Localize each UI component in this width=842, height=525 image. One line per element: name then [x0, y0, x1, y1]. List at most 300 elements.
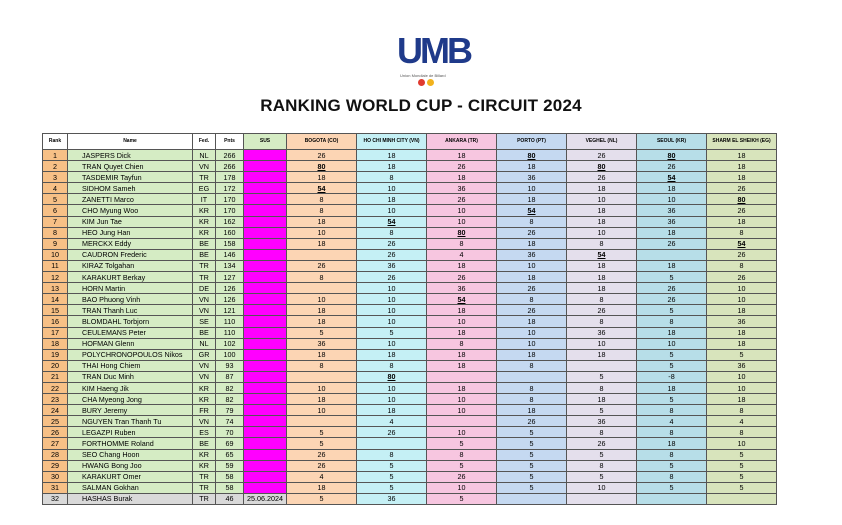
points-cell: 172 — [216, 183, 244, 194]
hochiminh-cell: 5 — [357, 471, 427, 482]
seoul-cell: 5 — [637, 272, 707, 283]
bogota-cell: 4 — [287, 471, 357, 482]
table-row — [43, 482, 777, 493]
player-name-cell: CHO Myung Woo — [68, 205, 193, 216]
player-name-cell: NGUYEN Tran Thanh Tu — [68, 416, 193, 427]
ankara-cell: 8 — [427, 449, 497, 460]
sus-cell — [244, 471, 287, 482]
veghel-cell: 10 — [567, 227, 637, 238]
points-cell: 158 — [216, 238, 244, 249]
rank-cell: 12 — [43, 272, 68, 283]
table-row — [43, 205, 777, 216]
table-row — [43, 194, 777, 205]
seoul-cell: 5 — [637, 460, 707, 471]
porto-cell: 26 — [497, 283, 567, 294]
rank-cell: 26 — [43, 427, 68, 438]
sharm-cell: 10 — [707, 283, 777, 294]
points-cell: 178 — [216, 172, 244, 183]
header-cell: VEGHEL (NL) — [567, 134, 637, 150]
table-row — [43, 283, 777, 294]
table-row — [43, 260, 777, 271]
federation-cell: TR — [193, 272, 216, 283]
ankara-cell: 80 — [427, 227, 497, 238]
player-name-cell: TASDEMIR Tayfun — [68, 172, 193, 183]
porto-cell: 10 — [497, 327, 567, 338]
sharm-cell: 18 — [707, 172, 777, 183]
porto-cell: 8 — [497, 382, 567, 393]
veghel-cell: 8 — [567, 238, 637, 249]
points-cell: 102 — [216, 338, 244, 349]
hochiminh-cell: 8 — [357, 227, 427, 238]
sus-cell — [244, 427, 287, 438]
veghel-cell: 8 — [567, 316, 637, 327]
hochiminh-cell: 18 — [357, 150, 427, 161]
porto-cell: 8 — [497, 216, 567, 227]
ankara-cell: 10 — [427, 427, 497, 438]
table-row — [43, 183, 777, 194]
player-name-cell: KIRAZ Tolgahan — [68, 260, 193, 271]
veghel-cell: 18 — [567, 394, 637, 405]
veghel-cell: 8 — [567, 427, 637, 438]
bogota-cell: 8 — [287, 194, 357, 205]
bogota-cell — [287, 371, 357, 382]
sus-cell — [244, 438, 287, 449]
federation-cell: DE — [193, 283, 216, 294]
federation-cell: BE — [193, 249, 216, 260]
points-cell: 266 — [216, 150, 244, 161]
sharm-cell: 10 — [707, 438, 777, 449]
header-row — [43, 134, 777, 150]
bogota-cell: 18 — [287, 316, 357, 327]
seoul-cell: 26 — [637, 294, 707, 305]
rank-cell: 16 — [43, 316, 68, 327]
header-cell: Rank — [43, 134, 68, 150]
header-cell: ANKARA (TR) — [427, 134, 497, 150]
hochiminh-cell: 10 — [357, 294, 427, 305]
veghel-cell: 10 — [567, 482, 637, 493]
seoul-cell: 8 — [637, 449, 707, 460]
header-cell: SHARM EL SHEIKH (EG) — [707, 134, 777, 150]
table-row — [43, 161, 777, 172]
player-name-cell: TRAN Quyet Chien — [68, 161, 193, 172]
sharm-cell: 18 — [707, 338, 777, 349]
porto-cell — [497, 371, 567, 382]
sus-cell — [244, 327, 287, 338]
hochiminh-cell: 10 — [357, 338, 427, 349]
points-cell: 126 — [216, 294, 244, 305]
table-row — [43, 438, 777, 449]
sus-cell — [244, 460, 287, 471]
points-cell: 82 — [216, 382, 244, 393]
player-name-cell: BAO Phuong Vinh — [68, 294, 193, 305]
sharm-cell: 18 — [707, 161, 777, 172]
header-cell: SUS — [244, 134, 287, 150]
player-name-cell: HWANG Bong Joo — [68, 460, 193, 471]
rank-cell: 24 — [43, 405, 68, 416]
federation-cell: KR — [193, 460, 216, 471]
seoul-cell — [637, 249, 707, 260]
porto-cell: 54 — [497, 205, 567, 216]
bogota-cell: 5 — [287, 493, 357, 504]
sharm-cell: 18 — [707, 216, 777, 227]
bogota-cell: 5 — [287, 438, 357, 449]
ankara-cell: 10 — [427, 482, 497, 493]
table-row — [43, 172, 777, 183]
hochiminh-cell: 36 — [357, 493, 427, 504]
porto-cell — [497, 493, 567, 504]
porto-cell: 26 — [497, 305, 567, 316]
sus-cell — [244, 205, 287, 216]
federation-cell: TR — [193, 493, 216, 504]
ankara-cell: 5 — [427, 460, 497, 471]
hochiminh-cell: 10 — [357, 394, 427, 405]
points-cell: 58 — [216, 471, 244, 482]
hochiminh-cell: 10 — [357, 305, 427, 316]
sharm-cell: 54 — [707, 238, 777, 249]
points-cell: 70 — [216, 427, 244, 438]
table-row — [43, 327, 777, 338]
veghel-cell: 10 — [567, 194, 637, 205]
porto-cell: 5 — [497, 460, 567, 471]
table-row — [43, 338, 777, 349]
bogota-cell: 26 — [287, 150, 357, 161]
seoul-cell: 5 — [637, 394, 707, 405]
sus-cell — [244, 172, 287, 183]
sharm-cell: 10 — [707, 382, 777, 393]
table-row — [43, 405, 777, 416]
veghel-cell: 5 — [567, 371, 637, 382]
sharm-cell: 8 — [707, 405, 777, 416]
points-cell: 74 — [216, 416, 244, 427]
veghel-cell: 36 — [567, 416, 637, 427]
sharm-cell: 26 — [707, 249, 777, 260]
points-cell: 59 — [216, 460, 244, 471]
federation-cell: GR — [193, 349, 216, 360]
bogota-cell — [287, 249, 357, 260]
ankara-cell: 5 — [427, 493, 497, 504]
ankara-cell: 10 — [427, 216, 497, 227]
table-row — [43, 249, 777, 260]
points-cell: 160 — [216, 227, 244, 238]
player-name-cell: KIM Jun Tae — [68, 216, 193, 227]
points-cell: 65 — [216, 449, 244, 460]
federation-cell: VN — [193, 360, 216, 371]
seoul-cell: 26 — [637, 283, 707, 294]
federation-cell: VN — [193, 305, 216, 316]
seoul-cell: 5 — [637, 349, 707, 360]
rank-cell: 7 — [43, 216, 68, 227]
sus-cell — [244, 150, 287, 161]
federation-cell: TR — [193, 172, 216, 183]
hochiminh-cell: 18 — [357, 405, 427, 416]
rank-cell: 29 — [43, 460, 68, 471]
federation-cell: VN — [193, 416, 216, 427]
points-cell: 82 — [216, 394, 244, 405]
sharm-cell — [707, 493, 777, 504]
sus-cell — [244, 238, 287, 249]
points-cell: 170 — [216, 205, 244, 216]
seoul-cell: 36 — [637, 205, 707, 216]
sus-cell — [244, 183, 287, 194]
veghel-cell: 26 — [567, 172, 637, 183]
sus-cell — [244, 216, 287, 227]
bogota-cell — [287, 283, 357, 294]
federation-cell: KR — [193, 394, 216, 405]
veghel-cell: 18 — [567, 283, 637, 294]
sharm-cell: 10 — [707, 294, 777, 305]
sus-cell — [244, 349, 287, 360]
sharm-cell: 4 — [707, 416, 777, 427]
table-row — [43, 305, 777, 316]
player-name-cell: CAUDRON Frederic — [68, 249, 193, 260]
seoul-cell: 18 — [637, 260, 707, 271]
ankara-cell: 4 — [427, 249, 497, 260]
federation-cell: FR — [193, 405, 216, 416]
ankara-cell: 54 — [427, 294, 497, 305]
rank-cell: 31 — [43, 482, 68, 493]
sus-cell — [244, 416, 287, 427]
rank-cell: 9 — [43, 238, 68, 249]
ankara-cell — [427, 371, 497, 382]
hochiminh-cell: 26 — [357, 238, 427, 249]
porto-cell: 18 — [497, 405, 567, 416]
seoul-cell: 10 — [637, 338, 707, 349]
table-row — [43, 371, 777, 382]
rank-cell: 27 — [43, 438, 68, 449]
table-row — [43, 460, 777, 471]
points-cell: 87 — [216, 371, 244, 382]
sharm-cell: 5 — [707, 449, 777, 460]
sus-cell — [244, 194, 287, 205]
rank-cell: 5 — [43, 194, 68, 205]
bogota-cell: 26 — [287, 260, 357, 271]
sus-cell — [244, 482, 287, 493]
porto-cell: 5 — [497, 482, 567, 493]
player-name-cell: FORTHOMME Roland — [68, 438, 193, 449]
rank-cell: 13 — [43, 283, 68, 294]
header-cell: HO CHI MINH CITY (VN) — [357, 134, 427, 150]
hochiminh-cell: 18 — [357, 349, 427, 360]
ankara-cell: 10 — [427, 394, 497, 405]
hochiminh-cell: 10 — [357, 382, 427, 393]
sharm-cell: 5 — [707, 349, 777, 360]
bogota-cell: 18 — [287, 305, 357, 316]
ankara-cell: 5 — [427, 438, 497, 449]
hochiminh-cell: 5 — [357, 327, 427, 338]
federation-cell: IT — [193, 194, 216, 205]
ankara-cell: 18 — [427, 327, 497, 338]
federation-cell: TR — [193, 260, 216, 271]
table-row — [43, 427, 777, 438]
federation-cell: KR — [193, 382, 216, 393]
points-cell: 126 — [216, 283, 244, 294]
ankara-cell — [427, 416, 497, 427]
seoul-cell: 54 — [637, 172, 707, 183]
veghel-cell: 5 — [567, 471, 637, 482]
bogota-cell: 5 — [287, 327, 357, 338]
sharm-cell: 26 — [707, 183, 777, 194]
sus-cell — [244, 338, 287, 349]
table-row — [43, 394, 777, 405]
points-cell: 146 — [216, 249, 244, 260]
federation-cell: BE — [193, 327, 216, 338]
rank-cell: 22 — [43, 382, 68, 393]
header-cell: PORTO (PT) — [497, 134, 567, 150]
bogota-cell: 10 — [287, 294, 357, 305]
veghel-cell — [567, 493, 637, 504]
header-cell: Pnts — [216, 134, 244, 150]
porto-cell: 8 — [497, 394, 567, 405]
ankara-cell: 18 — [427, 172, 497, 183]
veghel-cell: 18 — [567, 205, 637, 216]
hochiminh-cell: 36 — [357, 260, 427, 271]
porto-cell: 10 — [497, 183, 567, 194]
hochiminh-cell: 26 — [357, 427, 427, 438]
ankara-cell: 18 — [427, 260, 497, 271]
federation-cell: EG — [193, 183, 216, 194]
player-name-cell: ZANETTI Marco — [68, 194, 193, 205]
veghel-cell: 10 — [567, 338, 637, 349]
veghel-cell: 5 — [567, 405, 637, 416]
points-cell: 79 — [216, 405, 244, 416]
hochiminh-cell: 8 — [357, 172, 427, 183]
bogota-cell: 36 — [287, 338, 357, 349]
porto-cell: 18 — [497, 272, 567, 283]
seoul-cell: 8 — [637, 471, 707, 482]
rank-cell: 15 — [43, 305, 68, 316]
hochiminh-cell: 10 — [357, 283, 427, 294]
ankara-cell: 18 — [427, 305, 497, 316]
seoul-cell: 8 — [637, 427, 707, 438]
seoul-cell: 80 — [637, 150, 707, 161]
sharm-cell: 8 — [707, 260, 777, 271]
porto-cell: 5 — [497, 449, 567, 460]
porto-cell: 8 — [497, 294, 567, 305]
ankara-cell: 18 — [427, 349, 497, 360]
player-name-cell: BLOMDAHL Torbjorn — [68, 316, 193, 327]
porto-cell: 18 — [497, 349, 567, 360]
umb-logo — [394, 30, 470, 93]
ranking-table — [42, 133, 777, 505]
rank-cell: 19 — [43, 349, 68, 360]
sus-cell — [244, 227, 287, 238]
player-name-cell: HEO Jung Han — [68, 227, 193, 238]
sharm-cell: 36 — [707, 360, 777, 371]
ankara-cell: 18 — [427, 360, 497, 371]
sus-cell: 25.06.2024 — [244, 493, 287, 504]
player-name-cell: KARAKURT Berkay — [68, 272, 193, 283]
bogota-cell: 54 — [287, 183, 357, 194]
bogota-cell: 10 — [287, 382, 357, 393]
federation-cell: VN — [193, 161, 216, 172]
seoul-cell: 5 — [637, 360, 707, 371]
sus-cell — [244, 305, 287, 316]
player-name-cell: LEGAZPI Ruben — [68, 427, 193, 438]
table-row — [43, 349, 777, 360]
veghel-cell: 18 — [567, 216, 637, 227]
veghel-cell — [567, 360, 637, 371]
ankara-cell: 8 — [427, 338, 497, 349]
hochiminh-cell: 8 — [357, 360, 427, 371]
veghel-cell: 54 — [567, 249, 637, 260]
rank-cell: 2 — [43, 161, 68, 172]
bogota-cell: 80 — [287, 161, 357, 172]
seoul-cell: 18 — [637, 438, 707, 449]
points-cell: 110 — [216, 316, 244, 327]
table-row — [43, 360, 777, 371]
hochiminh-cell: 80 — [357, 371, 427, 382]
federation-cell: KR — [193, 449, 216, 460]
veghel-cell: 5 — [567, 449, 637, 460]
ankara-cell: 26 — [427, 272, 497, 283]
sharm-cell: 26 — [707, 272, 777, 283]
points-cell: 58 — [216, 482, 244, 493]
header-cell: Fed. — [193, 134, 216, 150]
rank-cell: 3 — [43, 172, 68, 183]
bogota-cell: 18 — [287, 394, 357, 405]
veghel-cell: 8 — [567, 382, 637, 393]
seoul-cell: 5 — [637, 482, 707, 493]
points-cell: 134 — [216, 260, 244, 271]
bogota-cell: 8 — [287, 272, 357, 283]
page-title: RANKING WORLD CUP - CIRCUIT 2024 — [260, 96, 582, 115]
hochiminh-cell: 10 — [357, 183, 427, 194]
hochiminh-cell: 5 — [357, 460, 427, 471]
table-row — [43, 449, 777, 460]
veghel-cell: 26 — [567, 150, 637, 161]
points-cell: 93 — [216, 360, 244, 371]
bogota-cell: 5 — [287, 427, 357, 438]
ankara-cell: 10 — [427, 405, 497, 416]
federation-cell: TR — [193, 482, 216, 493]
rank-cell: 25 — [43, 416, 68, 427]
bogota-cell: 18 — [287, 172, 357, 183]
seoul-cell: 18 — [637, 227, 707, 238]
bogota-cell — [287, 416, 357, 427]
rank-cell: 1 — [43, 150, 68, 161]
player-name-cell: CEULEMANS Peter — [68, 327, 193, 338]
sus-cell — [244, 316, 287, 327]
player-name-cell: BURY Jeremy — [68, 405, 193, 416]
rank-cell: 11 — [43, 260, 68, 271]
porto-cell: 36 — [497, 249, 567, 260]
table-row — [43, 150, 777, 161]
porto-cell: 80 — [497, 150, 567, 161]
logo-red-dot — [418, 79, 425, 86]
ranking-body — [43, 150, 777, 505]
points-cell: 127 — [216, 272, 244, 283]
rank-cell: 4 — [43, 183, 68, 194]
bogota-cell: 8 — [287, 360, 357, 371]
porto-cell: 18 — [497, 194, 567, 205]
seoul-cell: 8 — [637, 405, 707, 416]
porto-cell: 18 — [497, 161, 567, 172]
points-cell: 46 — [216, 493, 244, 504]
player-name-cell: TRAN Thanh Luc — [68, 305, 193, 316]
seoul-cell: -8 — [637, 371, 707, 382]
veghel-cell: 18 — [567, 349, 637, 360]
seoul-cell: 26 — [637, 238, 707, 249]
points-cell: 162 — [216, 216, 244, 227]
logo-caption: Union Mondiale de Billard — [400, 73, 446, 78]
hochiminh-cell: 5 — [357, 482, 427, 493]
porto-cell: 5 — [497, 427, 567, 438]
porto-cell: 10 — [497, 260, 567, 271]
table-row — [43, 238, 777, 249]
bogota-cell: 18 — [287, 482, 357, 493]
federation-cell: ES — [193, 427, 216, 438]
porto-cell: 26 — [497, 416, 567, 427]
